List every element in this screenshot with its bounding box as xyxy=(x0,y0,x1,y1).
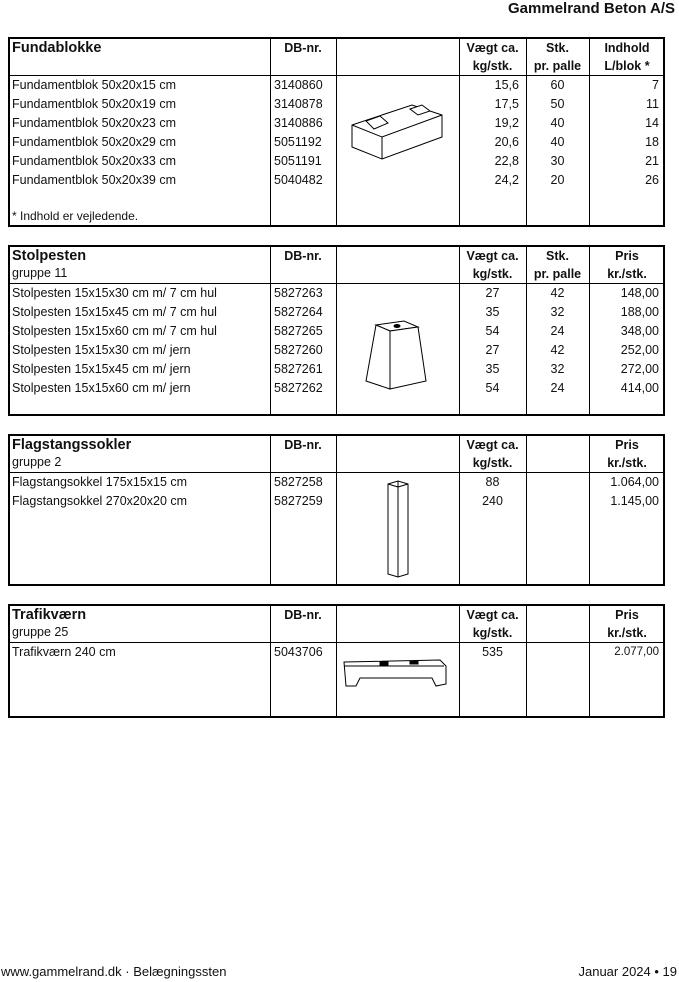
cell-s: 24 xyxy=(550,324,565,338)
footer-site: www.gammelrand.dk · Belægningssten xyxy=(1,964,227,979)
cell-name: Fundamentblok 50x20x39 cm xyxy=(12,173,176,187)
section-title: Flagstangssokler xyxy=(12,437,132,453)
col-db: DB-nr. xyxy=(284,41,322,55)
group-label: gruppe 2 xyxy=(12,455,62,469)
cell-i: 21 xyxy=(645,154,659,168)
cell-name: Fundamentblok 50x20x19 cm xyxy=(12,97,176,111)
cell-w: 22,8 xyxy=(494,154,519,168)
cell-w: 240 xyxy=(482,494,503,508)
trafik-table xyxy=(8,604,665,718)
flagpole-base-icon xyxy=(384,480,412,578)
col-db: DB-nr. xyxy=(284,438,322,452)
cell-w: 27 xyxy=(485,343,500,357)
cell-name: Flagstangsokkel 270x20x20 cm xyxy=(12,494,188,508)
cell-i: 14 xyxy=(645,116,659,130)
company-name: Gammelrand Beton A/S xyxy=(508,0,675,17)
col-indhold: Indhold xyxy=(604,41,650,55)
cell-p: 252,00 xyxy=(620,343,659,357)
col-indhold-unit: L/blok * xyxy=(604,59,650,73)
cell-i: 26 xyxy=(645,173,659,187)
cell-w: 535 xyxy=(482,645,503,659)
col-stk: Stk. xyxy=(546,41,569,55)
cell-w: 35 xyxy=(485,362,500,376)
cell-name: Trafikværn 240 cm xyxy=(12,645,116,659)
cell-db: 5051191 xyxy=(274,154,322,168)
cell-w: 24,2 xyxy=(494,173,519,187)
cell-name: Stolpesten 15x15x30 cm m/ 7 cm hul xyxy=(12,286,217,300)
cell-p: 2.077,00 xyxy=(614,646,659,658)
cell-db: 5827264 xyxy=(274,305,323,319)
cell-w: 20,6 xyxy=(494,135,519,149)
col-stk-unit: pr. palle xyxy=(533,59,582,73)
col-weight-unit: kg/stk. xyxy=(472,456,513,470)
cell-db: 5827258 xyxy=(274,475,323,489)
cell-p: 1.064,00 xyxy=(610,475,659,489)
cell-name: Stolpesten 15x15x60 cm m/ 7 cm hul xyxy=(12,324,217,338)
cell-name: Stolpesten 15x15x45 cm m/ jern xyxy=(12,362,191,376)
col-weight: Vægt ca. xyxy=(466,438,519,452)
note: * Indhold er vejledende. xyxy=(12,209,139,223)
fundablokke-table xyxy=(8,37,665,227)
cell-i: 11 xyxy=(646,97,659,111)
cell-s: 32 xyxy=(550,305,565,319)
cell-s: 42 xyxy=(550,286,565,300)
col-weight-unit: kg/stk. xyxy=(472,59,513,73)
cell-s: 20 xyxy=(550,173,565,187)
cell-s: 32 xyxy=(550,362,565,376)
traffic-barrier-icon xyxy=(340,656,450,690)
cell-p: 272,00 xyxy=(620,362,659,376)
cell-i: 18 xyxy=(645,135,659,149)
col-db: DB-nr. xyxy=(284,608,322,622)
cell-name: Fundamentblok 50x20x33 cm xyxy=(12,154,176,168)
cell-db: 5040482 xyxy=(274,173,323,187)
cell-db: 5827265 xyxy=(274,324,323,338)
cell-s: 50 xyxy=(550,97,565,111)
cell-name: Stolpesten 15x15x45 cm m/ 7 cm hul xyxy=(12,305,217,319)
col-weight: Vægt ca. xyxy=(466,249,519,263)
cell-db: 3140878 xyxy=(274,97,323,111)
cell-s: 24 xyxy=(550,381,565,395)
cell-p: 414,00 xyxy=(620,381,659,395)
cell-db: 5827263 xyxy=(274,286,323,300)
col-weight-unit: kg/stk. xyxy=(472,626,513,640)
cell-db: 3140886 xyxy=(274,116,323,130)
col-price-unit: kr./stk. xyxy=(607,626,647,640)
cell-w: 54 xyxy=(485,324,500,338)
col-price: Pris xyxy=(615,249,639,263)
cell-w: 35 xyxy=(485,305,500,319)
cell-db: 5043706 xyxy=(274,645,323,659)
cell-w: 27 xyxy=(485,286,500,300)
cell-db: 5827261 xyxy=(274,362,323,376)
flagstang-table xyxy=(8,434,665,586)
cell-i: 7 xyxy=(652,78,659,92)
col-price-unit: kr./stk. xyxy=(607,456,647,470)
cell-s: 40 xyxy=(550,135,565,149)
col-weight-unit: kg/stk. xyxy=(472,267,513,281)
cell-s: 40 xyxy=(550,116,565,130)
cell-name: Stolpesten 15x15x60 cm m/ jern xyxy=(12,381,191,395)
cell-p: 348,00 xyxy=(620,324,659,338)
col-db: DB-nr. xyxy=(284,249,322,263)
post-base-icon xyxy=(360,319,434,391)
cell-w: 88 xyxy=(485,475,500,489)
cell-p: 188,00 xyxy=(620,305,659,319)
cell-w: 54 xyxy=(485,381,500,395)
cell-p: 1.145,00 xyxy=(610,494,659,508)
cell-name: Stolpesten 15x15x30 cm m/ jern xyxy=(12,343,191,357)
cell-db: 3140860 xyxy=(274,78,323,92)
section-title: Stolpesten xyxy=(12,248,87,264)
group-label: gruppe 25 xyxy=(12,625,69,639)
cell-name: Fundamentblok 50x20x23 cm xyxy=(12,116,176,130)
col-stk: Stk. xyxy=(546,249,569,263)
section-title: Trafikværn xyxy=(12,607,87,623)
col-price: Pris xyxy=(615,438,639,452)
col-price: Pris xyxy=(615,608,639,622)
col-stk-unit: pr. palle xyxy=(533,267,582,281)
footer-date-page: Januar 2024 • 19 xyxy=(578,964,677,979)
col-weight: Vægt ca. xyxy=(466,608,519,622)
cell-s: 42 xyxy=(550,343,565,357)
col-price-unit: kr./stk. xyxy=(607,267,647,281)
cell-s: 30 xyxy=(550,154,565,168)
section-title: Fundablokke xyxy=(12,40,102,56)
cell-db: 5827262 xyxy=(274,381,323,395)
cell-db: 5827260 xyxy=(274,343,323,357)
cell-name: Fundamentblok 50x20x29 cm xyxy=(12,135,176,149)
foundation-block-icon xyxy=(350,101,446,169)
cell-s: 60 xyxy=(550,78,565,92)
cell-p: 148,00 xyxy=(620,286,659,300)
cell-name: Fundamentblok 50x20x15 cm xyxy=(12,78,176,92)
group-label: gruppe 11 xyxy=(12,266,68,280)
cell-w: 17,5 xyxy=(494,97,519,111)
cell-db: 5827259 xyxy=(274,494,323,508)
stolpesten-table xyxy=(8,245,665,416)
cell-db: 5051192 xyxy=(274,135,322,149)
cell-w: 19,2 xyxy=(494,116,519,130)
cell-w: 15,6 xyxy=(494,78,519,92)
cell-name: Flagstangsokkel 175x15x15 cm xyxy=(12,475,188,489)
col-weight: Vægt ca. xyxy=(466,41,519,55)
